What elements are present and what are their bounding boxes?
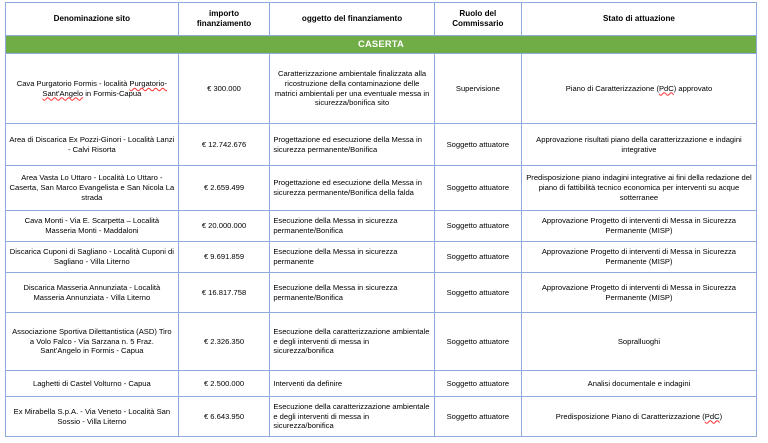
cell-amount[interactable]: € 9.691.859 bbox=[178, 242, 270, 273]
cell-state[interactable]: Approvazione Progetto di interventi di Messa in Sicurezza Permanente (MISP) bbox=[521, 211, 756, 242]
cell-role[interactable]: Soggetto attuatore bbox=[434, 397, 521, 437]
cell-role[interactable]: Supervisione bbox=[434, 54, 521, 124]
cell-site[interactable]: Ex Mirabella S.p.A. - Via Veneto - Località San Sossio - Villa Literno bbox=[6, 397, 179, 437]
table-head bbox=[6, 3, 757, 36]
cell-state[interactable] bbox=[521, 397, 756, 437]
cell-site[interactable]: Area di Discarica Ex Pozzi-Ginori - Località Lanzi - Calvi Risorta bbox=[6, 124, 179, 166]
spellcheck-underline-site: Purgatorio-Sant'Angelo bbox=[42, 78, 167, 98]
cell-object[interactable]: Esecuzione della caratterizzazione ambientale e degli interventi di messa in sicurezza/bonifica bbox=[270, 397, 434, 437]
cell-state[interactable]: Approvazione risultati piano della caratterizzazione e indagini integrative bbox=[521, 124, 756, 166]
cell-amount[interactable]: € 12.742.676 bbox=[178, 124, 270, 166]
column-header-amount-line2: finanziamento bbox=[196, 19, 252, 28]
cell-amount[interactable]: € 20.000.000 bbox=[178, 211, 270, 242]
table-row bbox=[6, 211, 757, 242]
table-header-row bbox=[6, 3, 757, 36]
cell-role[interactable]: Soggetto attuatore bbox=[434, 211, 521, 242]
cell-site[interactable]: Discarica Masseria Annunziata - Località Masseria Annunziata - Villa Literno bbox=[6, 273, 179, 313]
column-header-role-line2: Commissario bbox=[452, 19, 504, 28]
column-header-state[interactable]: Stato di attuazione bbox=[521, 3, 756, 36]
cell-role[interactable]: Soggetto attuatore bbox=[434, 242, 521, 273]
cell-object[interactable]: Caratterizzazione ambientale finalizzata alla ricostruzione della contaminazione delle matrici ambientali per una eventuale messa in sicurezza/bonifica sito bbox=[270, 54, 434, 124]
cell-state-text-tail: ) approvato bbox=[673, 83, 713, 93]
cell-amount[interactable]: € 2.500.000 bbox=[178, 371, 270, 397]
cell-site[interactable]: Cava Monti - Via E. Scarpetta – Località Masseria Monti - Maddaloni bbox=[6, 211, 179, 242]
cell-object[interactable]: Esecuzione della Messa in sicurezza permanente/Bonifica bbox=[270, 211, 434, 242]
cell-amount[interactable]: € 2.659.499 bbox=[178, 166, 270, 211]
cell-site[interactable]: Associazione Sportiva Dilettantistica (ASD) Tiro a Volo Falco - Via Sarzana n. 5 Fraz. Sant'Angelo in Formis - Capua bbox=[6, 313, 179, 371]
table-row bbox=[6, 371, 757, 397]
cell-object[interactable]: Progettazione ed esecuzione della Messa in sicurezza permanente/Bonifica bbox=[270, 124, 434, 166]
column-header-amount-line1: importo bbox=[208, 8, 240, 18]
cell-site[interactable] bbox=[6, 54, 179, 124]
table-row bbox=[6, 166, 757, 211]
cell-state[interactable]: Sopralluoghi bbox=[521, 313, 756, 371]
cell-object[interactable]: Esecuzione della Messa in sicurezza permanente/Bonifica bbox=[270, 273, 434, 313]
cell-site-text-tail: in Formis-Capua bbox=[83, 88, 142, 98]
cell-state-text-tail: ) bbox=[719, 411, 723, 421]
table-row bbox=[6, 273, 757, 313]
column-header-site[interactable]: Denominazione sito bbox=[6, 3, 179, 36]
cell-role[interactable]: Soggetto attuatore bbox=[434, 166, 521, 211]
table-row bbox=[6, 54, 757, 124]
cell-object[interactable]: Progettazione ed esecuzione della Messa in sicurezza permanente/Bonifica della falda bbox=[270, 166, 434, 211]
table-row bbox=[6, 242, 757, 273]
cell-role[interactable]: Soggetto attuatore bbox=[434, 124, 521, 166]
spellcheck-underline-state: PdC bbox=[704, 411, 720, 421]
cell-object[interactable]: Interventi da definire bbox=[270, 371, 434, 397]
column-header-amount[interactable] bbox=[178, 3, 270, 36]
cell-site[interactable]: Discarica Cuponi di Sagliano - Località Cuponi di Sagliano - Villa Literno bbox=[6, 242, 179, 273]
cell-role[interactable]: Soggetto attuatore bbox=[434, 371, 521, 397]
cell-amount[interactable]: € 2.326.350 bbox=[178, 313, 270, 371]
cell-state[interactable]: Approvazione Progetto di interventi di Messa in Sicurezza Permanente (MISP) bbox=[521, 242, 756, 273]
table-row bbox=[6, 124, 757, 166]
table-body bbox=[6, 36, 757, 437]
column-header-object[interactable]: oggetto del finanziamento bbox=[270, 3, 434, 36]
cell-state-text: Piano di Caratterizzazione ( bbox=[565, 83, 659, 93]
table-row bbox=[6, 397, 757, 437]
cell-object[interactable]: Esecuzione della Messa in sicurezza permanente bbox=[270, 242, 434, 273]
cell-amount[interactable]: € 6.643.950 bbox=[178, 397, 270, 437]
funding-sites-table bbox=[5, 2, 757, 437]
spellcheck-underline-state: PdC bbox=[658, 83, 674, 93]
column-header-role[interactable] bbox=[434, 3, 521, 36]
cell-state-text: Predisposizione Piano di Caratterizzazione ( bbox=[555, 411, 705, 421]
cell-site[interactable]: Laghetti di Castel Volturno - Capua bbox=[6, 371, 179, 397]
cell-role[interactable]: Soggetto attuatore bbox=[434, 273, 521, 313]
cell-amount[interactable]: € 16.817.758 bbox=[178, 273, 270, 313]
cell-object[interactable]: Esecuzione della caratterizzazione ambientale e degli interventi di messa in sicurezza/bonifica bbox=[270, 313, 434, 371]
table-row bbox=[6, 313, 757, 371]
cell-site[interactable]: Area Vasta Lo Uttaro - Località Lo Uttaro - Caserta, San Marco Evangelista e San Nicola La strada bbox=[6, 166, 179, 211]
cell-state[interactable]: Analisi documentale e indagini bbox=[521, 371, 756, 397]
cell-amount[interactable]: € 300.000 bbox=[178, 54, 270, 124]
cell-state[interactable]: Approvazione Progetto di interventi di Messa in Sicurezza Permanente (MISP) bbox=[521, 273, 756, 313]
province-band-row bbox=[6, 36, 757, 54]
cell-site-text: Cava Purgatorio Formis - località bbox=[16, 78, 130, 88]
cell-role[interactable]: Soggetto attuatore bbox=[434, 313, 521, 371]
cell-state[interactable]: Predisposizione piano indagini integrative ai fini della redazione del piano di fattibilità tecnico economica per interventi su acque sotterranee bbox=[521, 166, 756, 211]
province-band-label: CASERTA bbox=[6, 36, 757, 54]
column-header-role-line1: Ruolo del bbox=[459, 8, 497, 18]
cell-state[interactable] bbox=[521, 54, 756, 124]
